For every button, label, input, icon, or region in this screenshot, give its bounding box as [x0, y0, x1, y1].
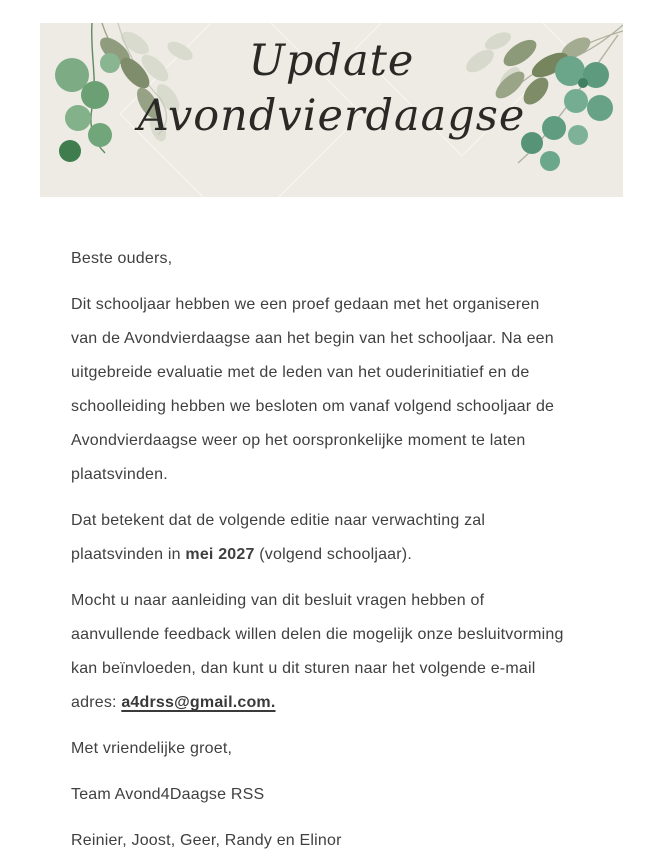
paragraph-line: Dat betekent dat de volgende editie naar verwachting zal: [71, 512, 486, 529]
paragraph-line: Dit schooljaar hebben we een proef gedaan met het organiseren: [71, 296, 540, 313]
greeting: [71, 242, 660, 276]
banner-title-line2: Avondvierdaagse: [137, 91, 526, 141]
paragraph-text: plaatsvinden in: [71, 546, 186, 563]
intro-paragraph: [71, 288, 660, 492]
team-signature: [71, 778, 660, 812]
next-edition-paragraph: [71, 504, 660, 572]
member-names: [71, 824, 660, 858]
email-link[interactable]: a4drss@gmail.com.: [121, 694, 276, 711]
closing: [71, 732, 660, 766]
paragraph-line: Avondvierdaagse weer op het oorspronkelijke moment te laten: [71, 432, 526, 449]
paragraph-text: (volgend schooljaar).: [254, 546, 412, 563]
feedback-paragraph: [71, 584, 660, 720]
email-content: [71, 197, 660, 858]
paragraph-line: [71, 538, 660, 572]
paragraph-line: kan beïnvloeden, dan kunt u dit sturen naar het volgende e-mail: [71, 660, 536, 677]
header-banner: [40, 23, 623, 197]
banner-title: [40, 23, 623, 145]
team-name: Team Avond4Daagse RSS: [71, 786, 265, 803]
paragraph-line: van de Avondvierdaagse aan het begin van het schooljaar. Na een: [71, 330, 554, 347]
closing-text: Met vriendelijke groet,: [71, 740, 233, 757]
paragraph-line: schoolleiding hebben we besloten om vanaf volgend schooljaar de: [71, 398, 555, 415]
paragraph-line: aanvullende feedback willen delen die mogelijk onze besluitvorming: [71, 626, 564, 643]
paragraph-text: adres:: [71, 694, 122, 711]
member-names-text: Reinier, Joost, Geer, Randy en Elinor: [71, 832, 342, 849]
paragraph-line: plaatsvinden.: [71, 466, 168, 483]
paragraph-line: uitgebreide evaluatie met de leden van het ouderinitiatief en de: [71, 364, 530, 381]
paragraph-line: Mocht u naar aanleiding van dit besluit vragen hebben of: [71, 592, 485, 609]
paragraph-line: [71, 686, 660, 720]
banner-title-line1: Update: [248, 36, 415, 86]
greeting-text: Beste ouders,: [71, 250, 173, 267]
date-highlight: mei 2027: [185, 546, 255, 563]
